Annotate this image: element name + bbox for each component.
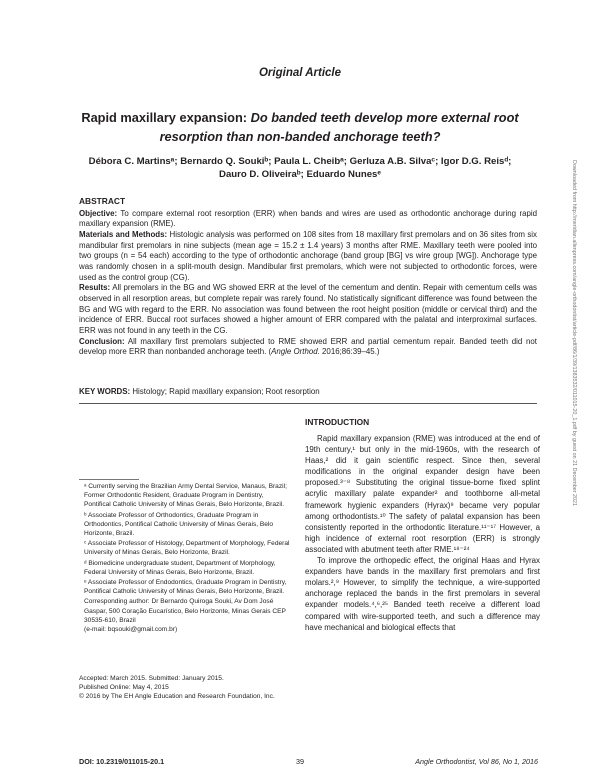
footnote-e: ᵉ Associate Professor of Endodontics, Graduate Program in Dentistry, Pontifical Catholic University of Minas Gerais, Belo Horizonte, Brazil. (84, 579, 287, 596)
introduction-body (305, 433, 540, 633)
keywords-label: KEY WORDS: (79, 387, 131, 396)
abstract-heading: ABSTRACT (79, 196, 126, 206)
abstract-methods (79, 230, 537, 283)
journal-citation: Angle Orthodontist, Vol 86, No 1, 2016 (415, 757, 538, 766)
author-list (40, 155, 560, 181)
abstract-section (79, 196, 537, 358)
authors-line-1: Débora C. Martinsᵃ; Bernardo Q. Soukiᵇ; Paula L. Cheibᵃ; Gerluza A.B. Silvaᶜ; Igor D.G. Reisᵈ; (88, 156, 512, 167)
affiliation-footnotes (79, 482, 292, 635)
footnote-c: ᶜ Associate Professor of Histology, Department of Morphology, Federal University of Minas Gerais, Belo Horizonte, Brazil. (84, 540, 290, 557)
article-type-label: Original Article (258, 67, 341, 79)
citation-journal: Angle Orthod. (271, 347, 320, 357)
publication-info (79, 674, 292, 702)
footnote-d: ᵈ Biomedicine undergraduate student, Department of Morphology, Federal University of Minas Gerais, Belo Horizonte, Brazil. (84, 559, 276, 576)
objective-text: To compare external root resorption (ERR) when bands and wires are used as orthodontic anchorage during rapid maxillary expansion (RME). (79, 208, 537, 229)
conclusion-label: Conclusion: (79, 336, 125, 346)
introduction-heading: INTRODUCTION (305, 417, 370, 427)
intro-paragraph-1: Rapid maxillary expansion (RME) was introduced at the end of 19th century,¹ but only in the mid-1960s, with the research of Haas,² did it gain scientific respect. Since then, several modifications in the original expander design have been proposed.³⁻⁸ Substituting the original tissue-borne fixed splint acrylic maxillary palate expander² and toothborne all-metal framework hygienic expanders (Hyrax)⁹ became very popular among orthodontists.¹⁰ The safety of palatal expansion has been consistently reported in the orthodontic literature.¹¹⁻¹⁷ However, a high incidence of external root resorption (ERR) is strongly associated with abutment teeth after RME.¹⁸⁻²⁴ (305, 434, 540, 554)
page-number: 39 (296, 757, 304, 766)
article-title (70, 108, 530, 146)
footnote-divider (79, 479, 139, 480)
title-plain: Rapid maxillary expansion: (81, 110, 251, 125)
intro-paragraph-2: To improve the orthopedic effect, the original Haas and Hyrax expanders have bands in the maxillary first premolars and first molars.²,⁹ However, to simplify the technique, a wire-supported anchorage replaced the bands in the first premolars in several expander models.⁴,⁶,²⁵ Banded teeth receive a different load compared with wire-supported teeth, and such a difference may have mechanical and biological effects that (305, 556, 540, 632)
title-italic: Do banded teeth develop more external root resorption than non-banded anchorage teeth? (159, 110, 519, 144)
watermark-text: Downloaded from http://meridian.allenpress.com/angle-orthodontist/article-pdf/86/1/39/1383532/011015-20_1.pdf by guest on 21 December 2021 (571, 160, 577, 507)
methods-text: Histologic analysis was performed on 108 sites from 18 maxillary first premolars and on 36 sites from six mandibular first premolars in nine subjects (mean age = 15.2 ± 1.4 years) 3 months after RME. Maxillary teeth were pooled into two groups (n = 54 each) according to the type of orthodontic anchorage (band group [BG] vs wire group [WG]). Anchorage type was randomly chosen in a split-mouth design. Mandibular first premolars, which were not subjected to orthodontic forces, were used as the control group (CG). (79, 229, 538, 282)
keywords (79, 387, 537, 396)
results-label: Results: (79, 283, 111, 293)
footnote-a: ᵃ Currently serving the Brazilian Army Dental Service, Manaus, Brazil; Former Orthodontic Resident, Graduate Program in Dentistry, Pontifical Catholic University of Minas Gerais, Belo Horizonte, Brazil. (84, 483, 287, 509)
accepted-date: Accepted: March 2015. Submitted: January 2015. (79, 675, 224, 682)
citation-rest: 2016;86:39–45.) (319, 347, 380, 357)
download-watermark (569, 160, 579, 720)
doi: DOI: 10.2319/011015-20.1 (79, 757, 165, 766)
conclusion-text: All maxillary first premolars subjected to RME showed ERR and partial cementum repair. Banded teeth did not develop more ERR than nonbanded anchorage teeth. ( (79, 336, 537, 357)
divider (79, 403, 537, 404)
abstract-results (79, 283, 537, 336)
corresponding-email: (e-mail: bqsouki@gmail.com.br) (84, 626, 178, 634)
authors-line-2: Dauro D. Oliveiraᵇ; Eduardo Nunesᵉ (219, 169, 381, 180)
footnote-b: ᵇ Associate Professor of Orthodontics, Graduate Program in Orthodontics, Pontifical Catholic University of Minas Gerais, Belo Horizonte, Brazil. (84, 511, 274, 538)
published-date: Published Online: May 4, 2015 (79, 684, 169, 692)
abstract-objective (79, 209, 537, 230)
keywords-text: Histology; Rapid maxillary expansion; Root resorption (130, 387, 320, 396)
corresponding-author: Corresponding author: Dr Bernardo Quiroga Souki, Av Dom José Gaspar, 500 Coração Eucarístico, Belo Horizonte, Minas Gerais CEP 30535-610, Brazil (84, 598, 286, 624)
methods-label: Materials and Methods: (79, 229, 168, 239)
abstract-conclusion (79, 337, 537, 358)
objective-label: Objective: (79, 208, 118, 218)
copyright: © 2016 by The EH Angle Education and Research Foundation, Inc. (79, 693, 275, 701)
results-text: All premolars in the BG and WG showed ERR at the level of the cementum and dentin. Repair with cementum cells was observed in all resorption areas, but complete repair was rarely found. No statistically significant difference was found between the BG and WG with regard to the ERR. No association was found between the root height position (middle or cervical third) and the incidence of ERR. Buccal root surfaces showed a higher amount of ERR compared with the palatal and interproximal surfaces. ERR was not found in any teeth in the CG. (79, 283, 537, 335)
